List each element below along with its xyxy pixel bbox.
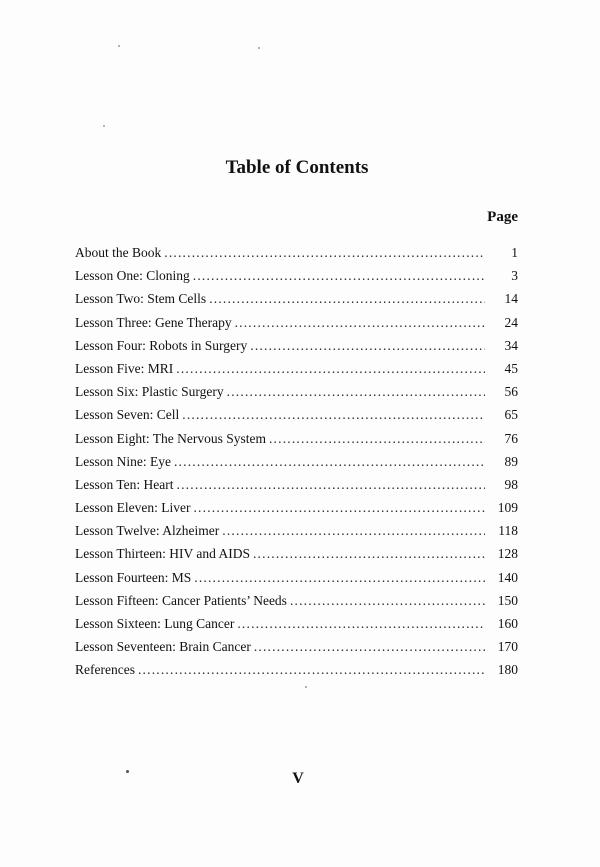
toc-entry-page-number: 3 [511, 268, 518, 284]
dot-leader [290, 589, 485, 612]
toc-entry-page-number: 118 [498, 523, 518, 539]
dot-leader [164, 241, 485, 264]
toc-entry-page-number: 24 [504, 314, 518, 330]
dot-leader [194, 566, 485, 589]
toc-entry-page-number: 160 [497, 616, 518, 631]
toc-entry-page-number: 56 [504, 384, 518, 400]
toc-entry-label: Lesson Twelve: Alzheimer [75, 523, 220, 539]
toc-entry [75, 542, 518, 565]
toc-entry-label: Lesson Ten: Heart [75, 476, 174, 492]
page-column-heading: Page [487, 209, 518, 225]
dot-leader [235, 311, 485, 334]
scan-speck [118, 45, 120, 47]
page-title: Table of Contents [225, 157, 369, 178]
toc-entry-label: Lesson Four: Robots in Surgery [75, 337, 248, 353]
toc-entry [75, 450, 518, 473]
dot-leader [222, 519, 485, 542]
toc-entry [75, 241, 518, 264]
dot-leader [254, 635, 485, 658]
toc-entry-label: Lesson Three: Gene Therapy [75, 314, 232, 330]
toc-entry [75, 287, 518, 310]
toc-entry-label: Lesson Eight: The Nervous System [75, 430, 266, 446]
scan-speck [258, 47, 260, 49]
toc-entry-page-number: 89 [504, 453, 518, 469]
toc-entry-label: Lesson Two: Stem Cells [75, 291, 207, 307]
toc-entry-page-number: 170 [497, 639, 518, 655]
toc-entry-page-number: 76 [504, 430, 518, 446]
toc-entry [75, 403, 518, 426]
dot-leader [269, 427, 485, 450]
toc-entry [75, 612, 518, 635]
toc-entry [75, 311, 518, 334]
dot-leader [193, 496, 485, 519]
toc-entry-label: Lesson Sixteen: Lung Cancer [75, 616, 235, 631]
toc-entry [75, 380, 518, 403]
toc-entry [75, 519, 518, 542]
toc-entry-label: Lesson Seventeen: Brain Cancer [75, 639, 251, 655]
toc-entry-label: Lesson Five: MRI [75, 360, 174, 376]
toc-entry-page-number: 45 [504, 360, 518, 376]
dot-leader [237, 612, 485, 635]
dot-leader [250, 334, 485, 357]
toc-entry-label: About the Book [75, 245, 162, 260]
toc-entry-page-number: 150 [497, 592, 518, 608]
toc-entry-label: Lesson Eleven: Liver [75, 500, 191, 516]
dot-leader [174, 450, 485, 473]
toc-entry-page-number: 180 [497, 662, 518, 678]
toc-entry [75, 264, 518, 287]
toc-entry-label: References [75, 662, 135, 678]
dot-leader [182, 403, 485, 426]
toc-entry-label: Lesson Seven: Cell [75, 407, 180, 423]
toc-entry-label: Lesson Thirteen: HIV and AIDS [75, 546, 250, 562]
dot-leader [138, 658, 485, 681]
toc-entry-label: Lesson One: Cloning [75, 268, 190, 284]
toc-entry [75, 473, 518, 496]
toc-entry-page-number: 140 [497, 569, 518, 585]
toc-entry [75, 496, 518, 519]
dot-leader [209, 287, 485, 310]
toc-entry-label: Lesson Nine: Eye [75, 453, 171, 469]
toc-entry-page-number: 98 [504, 476, 518, 492]
toc-entry-page-number: 65 [504, 407, 518, 423]
toc-entry-label: Lesson Fourteen: MS [75, 569, 192, 585]
toc-entry [75, 334, 518, 357]
toc-entry [75, 427, 518, 450]
toc-entry-page-number: 109 [497, 500, 518, 516]
dot-leader [253, 542, 485, 565]
dot-leader [227, 380, 485, 403]
toc-entry [75, 357, 518, 380]
scan-speck [103, 125, 105, 127]
toc-list [75, 241, 518, 682]
toc-entry-page-number: 1 [511, 245, 518, 260]
page-folio: V [292, 770, 304, 787]
dot-leader [193, 264, 485, 287]
toc-entry [75, 635, 518, 658]
toc-entry-label: Lesson Six: Plastic Surgery [75, 384, 224, 400]
toc-entry-page-number: 14 [504, 291, 518, 307]
toc-entry-page-number: 34 [504, 337, 518, 353]
dot-leader [176, 357, 485, 380]
toc-entry [75, 566, 518, 589]
toc-entry-label: Lesson Fifteen: Cancer Patients’ Needs [75, 592, 287, 608]
toc-entry [75, 589, 518, 612]
scan-speck [305, 686, 307, 688]
toc-entry [75, 658, 518, 681]
dot-leader [177, 473, 485, 496]
toc-entry-page-number: 128 [497, 546, 518, 562]
